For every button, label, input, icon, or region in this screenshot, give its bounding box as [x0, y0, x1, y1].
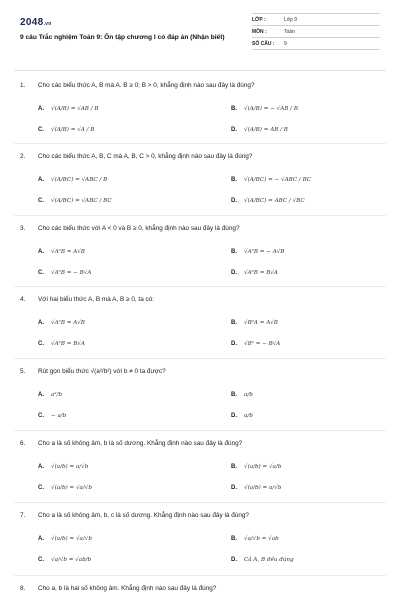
option-expression: a/b — [244, 392, 253, 398]
option-d[interactable] — [231, 198, 305, 204]
question-header — [20, 225, 390, 232]
option-letter: B. — [231, 464, 237, 470]
logo-suffix: .vn — [43, 21, 52, 27]
option-expression: √A²B = B√A — [244, 270, 278, 276]
option-letter: C. — [38, 413, 44, 419]
meta-value: Toán — [284, 28, 295, 35]
option-a[interactable] — [38, 464, 88, 470]
option-b[interactable] — [231, 536, 279, 542]
option-c[interactable] — [38, 198, 112, 204]
option-expression: √A²B = B√A — [51, 341, 85, 347]
option-letter: D. — [231, 270, 237, 276]
option-d[interactable] — [231, 270, 278, 276]
question-number: 6. — [20, 440, 26, 447]
option-b[interactable] — [231, 249, 284, 255]
option-a[interactable] — [38, 392, 62, 398]
option-expression: a²/b — [51, 392, 63, 398]
option-b[interactable] — [231, 106, 298, 112]
option-expression: Cả A, B đều đúng — [244, 557, 294, 563]
option-letter: B. — [231, 536, 237, 542]
meta-row-subject — [252, 26, 380, 38]
question-5 — [20, 368, 390, 375]
option-letter: C. — [38, 341, 44, 347]
question-text: Với hai biểu thức A, B mà A, B ≥ 0, ta có: — [38, 296, 155, 303]
option-letter: D. — [231, 198, 237, 204]
option-letter: D. — [231, 485, 237, 491]
question-header — [20, 585, 390, 592]
question-1 — [20, 82, 390, 89]
option-letter: D. — [231, 127, 237, 133]
option-letter: B. — [231, 320, 237, 326]
question-2 — [20, 153, 390, 160]
meta-key: MÔN : — [252, 28, 267, 35]
option-a[interactable] — [38, 536, 92, 542]
option-letter: C. — [38, 127, 44, 133]
question-text: Rút gọn biểu thức √(a²/b²) với b ≠ 0 ta được? — [38, 368, 166, 375]
meta-value: 9 — [284, 40, 287, 47]
question-separator — [14, 215, 386, 216]
question-text: Cho a, b là hai số không âm. Khẳng định nào sau đây là đúng? — [38, 585, 217, 592]
option-a[interactable] — [38, 106, 98, 112]
meta-value: Lớp 9 — [284, 16, 298, 23]
option-expression: √A²B = − A√B — [244, 249, 285, 255]
option-expression: √(a/b) = √a/b — [244, 464, 282, 470]
question-number: 7. — [20, 512, 26, 519]
option-expression: √(a/b) = √a/√b — [51, 536, 92, 542]
question-header — [20, 153, 390, 160]
option-letter: A. — [38, 320, 44, 326]
question-separator — [14, 286, 386, 287]
option-d[interactable] — [231, 557, 294, 563]
meta-row-class — [252, 13, 380, 26]
option-letter: B. — [231, 177, 237, 183]
option-d[interactable] — [231, 127, 288, 133]
option-expression: √(A/B) = AB / B — [244, 127, 288, 133]
header-divider — [14, 70, 386, 71]
option-a[interactable] — [38, 249, 85, 255]
meta-row-count — [252, 38, 380, 50]
option-expression: √(a/b) = a/√b — [51, 464, 89, 470]
option-letter: C. — [38, 485, 44, 491]
option-expression: √B²A = A√B — [244, 320, 278, 326]
option-d[interactable] — [231, 341, 280, 347]
question-number: 3. — [20, 225, 26, 232]
question-number: 8. — [20, 585, 26, 592]
question-3 — [20, 225, 390, 232]
option-letter: A. — [38, 177, 44, 183]
option-expression: √A²B = A√B — [51, 249, 85, 255]
question-text: Cho a là số không âm, b là số dương. Khẳng định nào sau đây là đúng? — [38, 440, 243, 447]
option-expression: √(A/BC) = − √ABC / BC — [244, 177, 312, 183]
option-letter: A. — [38, 249, 44, 255]
option-c[interactable] — [38, 341, 85, 347]
option-letter: D. — [231, 341, 237, 347]
question-number: 2. — [20, 153, 26, 160]
option-letter: C. — [38, 270, 44, 276]
option-expression: √(a/b) = a/√b — [244, 485, 282, 491]
option-c[interactable] — [38, 270, 91, 276]
question-6 — [20, 440, 390, 447]
option-letter: D. — [231, 413, 237, 419]
option-expression: √(A/BC) = ABC / √BC — [244, 198, 305, 204]
option-letter: B. — [231, 392, 237, 398]
meta-table — [252, 13, 380, 50]
option-expression: √(A/BC) = √ABC / BC — [51, 198, 112, 204]
option-a[interactable] — [38, 177, 107, 183]
option-b[interactable] — [231, 320, 278, 326]
option-expression: √A²B = − B√A — [51, 270, 92, 276]
meta-key: SỐ CÂU : — [252, 40, 275, 47]
question-separator — [14, 430, 386, 431]
option-letter: A. — [38, 392, 44, 398]
question-header — [20, 368, 390, 375]
question-separator — [14, 502, 386, 503]
page-title: 9 câu Trắc nghiệm Toán 9: Ôn tập chương I có đáp án (Nhận biết) — [20, 34, 225, 41]
option-letter: C. — [38, 198, 44, 204]
question-number: 1. — [20, 82, 26, 89]
option-d[interactable] — [231, 485, 281, 491]
question-separator — [14, 575, 386, 576]
option-c[interactable] — [38, 557, 91, 563]
logo-text: 2048 — [20, 17, 44, 28]
option-b[interactable] — [231, 177, 311, 183]
option-letter: A. — [38, 536, 44, 542]
question-separator — [14, 358, 386, 359]
question-header — [20, 512, 390, 519]
option-letter: A. — [38, 464, 44, 470]
question-8 — [20, 585, 390, 592]
option-expression: √(A/B) = √A / B — [51, 127, 95, 133]
option-letter: B. — [231, 249, 237, 255]
question-4 — [20, 296, 390, 303]
question-header — [20, 82, 390, 89]
question-text: Cho các biểu thức A, B mà A. B ≥ 0; B > 0, khẳng định nào sau đây là đúng? — [38, 82, 255, 89]
option-a[interactable] — [38, 320, 85, 326]
option-expression: √B² = − B√A — [244, 341, 281, 347]
option-letter: B. — [231, 106, 237, 112]
option-expression: √(a/b) = √a/√b — [51, 485, 92, 491]
option-expression: − a/b — [51, 413, 67, 419]
question-separator — [14, 143, 386, 144]
question-7 — [20, 512, 390, 519]
option-c[interactable] — [38, 413, 66, 419]
option-expression: √(A/B) = − √AB / B — [244, 106, 298, 112]
question-text: Cho các biểu thức với A < 0 và B ≥ 0, khẳng định nào sau đây là đúng? — [38, 225, 240, 232]
option-expression: √A²B = A√B — [51, 320, 85, 326]
option-c[interactable] — [38, 485, 92, 491]
question-number: 4. — [20, 296, 26, 303]
option-expression: √a/√b = √ab — [244, 536, 279, 542]
option-b[interactable] — [231, 392, 253, 398]
option-b[interactable] — [231, 464, 281, 470]
option-expression: √(A/B) = √AB / B — [51, 106, 99, 112]
question-text: Cho các biểu thức A, B, C mà A, B, C > 0, khẳng định nào sau đây là đúng? — [38, 153, 253, 160]
option-expression: a/b — [244, 413, 253, 419]
question-header — [20, 440, 390, 447]
site-logo[interactable] — [20, 17, 52, 28]
question-header — [20, 296, 390, 303]
option-d[interactable] — [231, 413, 253, 419]
option-expression: √(A/BC) = √ABC / B — [51, 177, 108, 183]
meta-key: LỚP : — [252, 16, 266, 23]
option-c[interactable] — [38, 127, 94, 133]
option-letter: A. — [38, 106, 44, 112]
option-letter: C. — [38, 557, 44, 563]
question-text: Cho a là số không âm, b, c là số dương. Khẳng định nào sau đây là đúng? — [38, 512, 249, 519]
question-number: 5. — [20, 368, 26, 375]
option-letter: D. — [231, 557, 237, 563]
option-expression: √a/√b = √ab/b — [51, 557, 92, 563]
